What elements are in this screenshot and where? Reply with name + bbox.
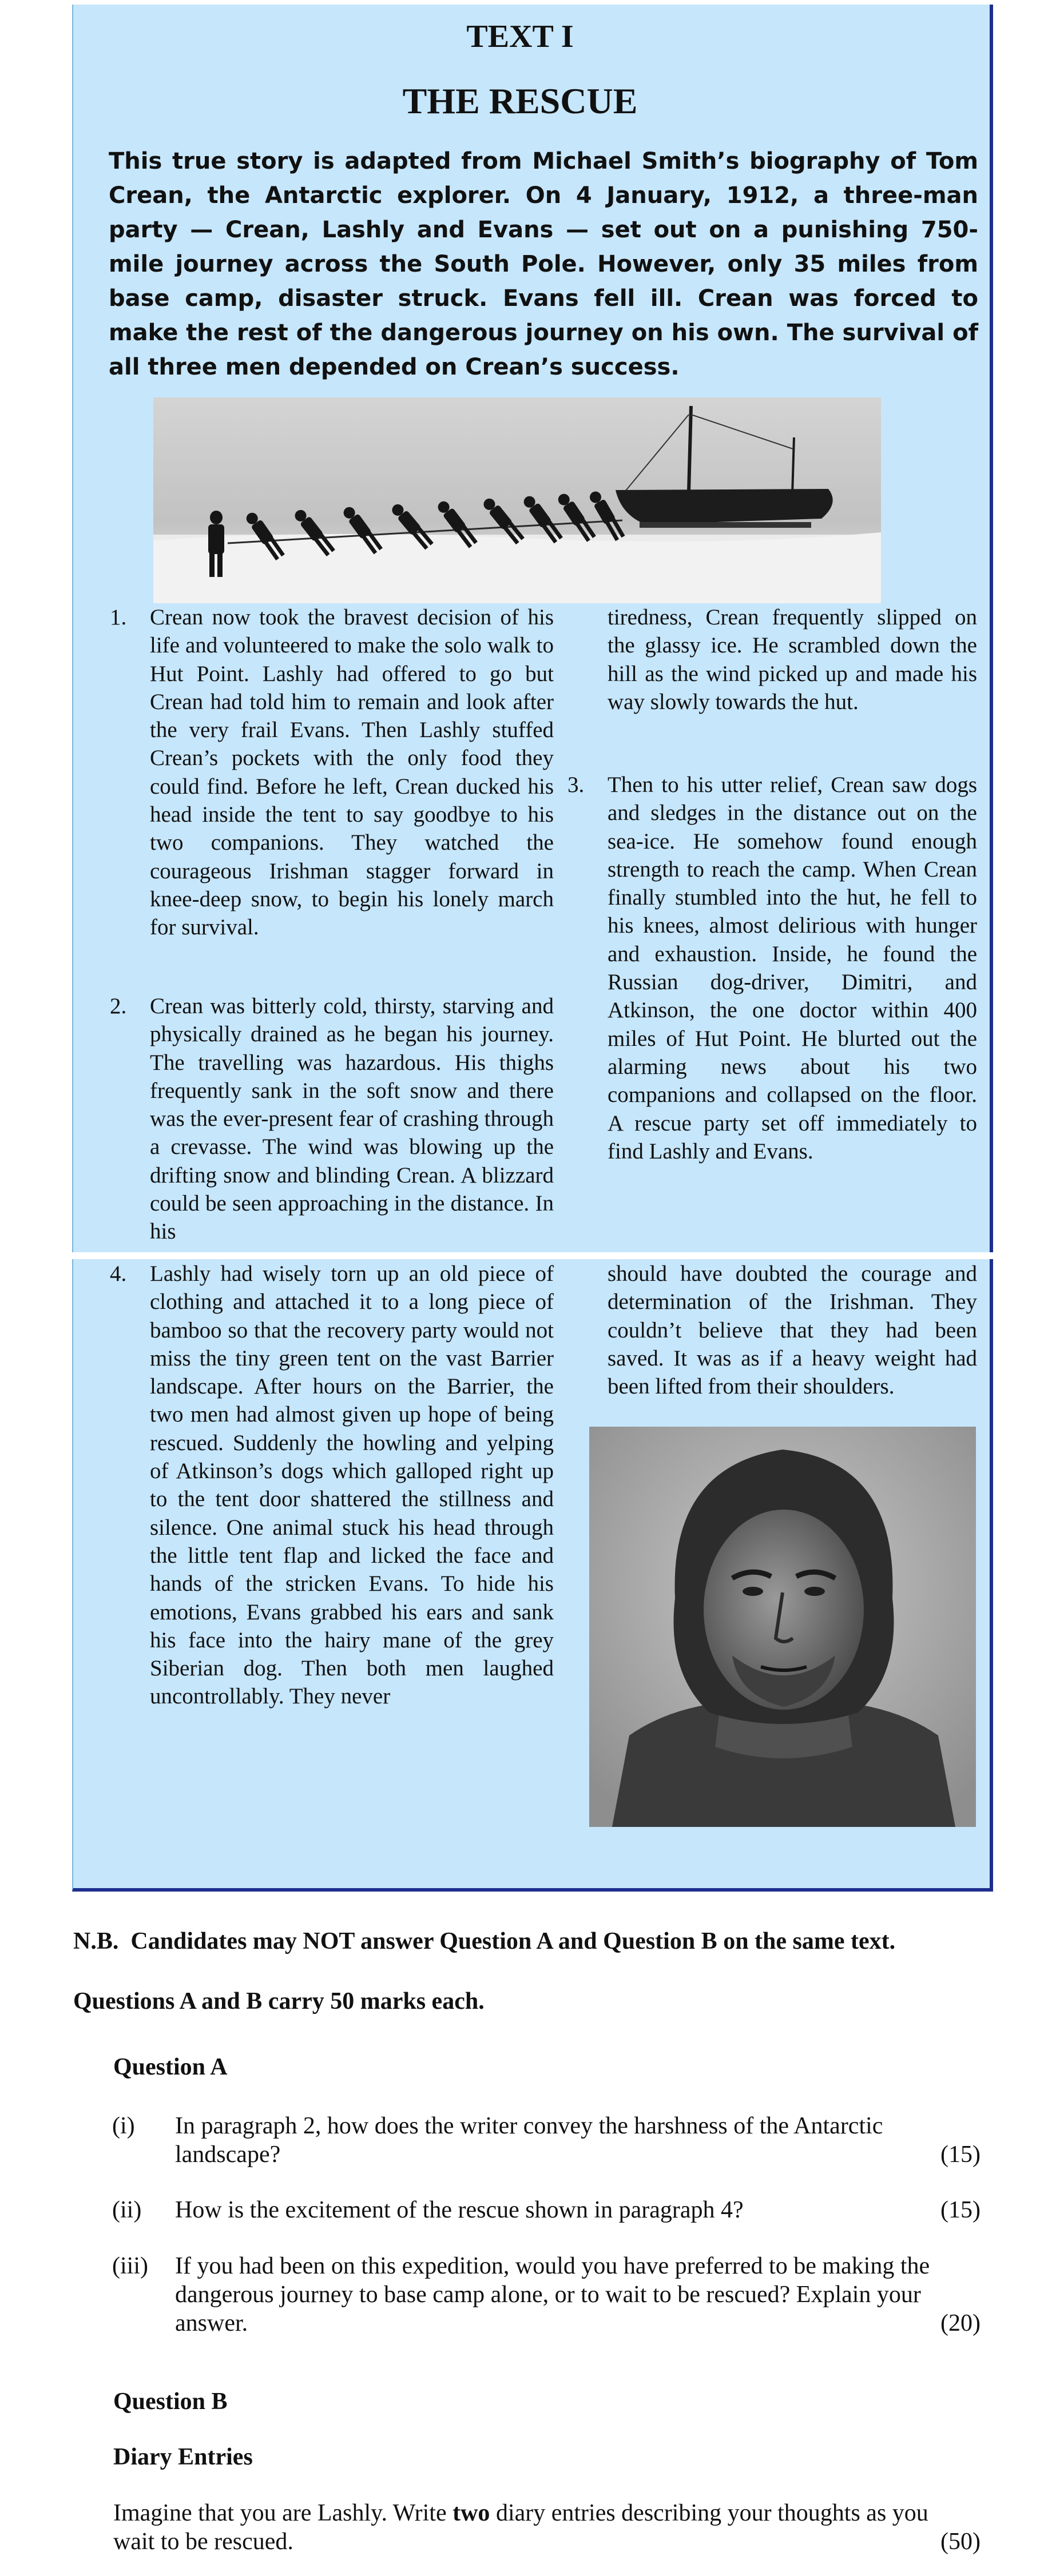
paragraph-4 (110, 1260, 554, 1711)
question-a-ii-marks: (15) (940, 2197, 981, 2223)
paragraph-number: 1. (110, 605, 127, 630)
paragraph-number: 4. (110, 1261, 127, 1286)
paragraph-number: 2. (110, 994, 127, 1018)
page-break-divider (72, 1252, 993, 1259)
question-b-heading: Question B (113, 2388, 228, 2415)
nb-instruction (73, 1927, 895, 1956)
question-a-i-marks: (15) (940, 2141, 981, 2168)
intro-paragraph: This true story is adapted from Michael Smith’s biography of Tom Crean, the Antarctic explorer. On 4 January, 1912, a three-man party — Crean, Lashly and Evans — set out on a punishing 750-mile journey across the South Pole. However, only 35 miles from base camp, disaster struck. Evans fell ill. Crean was forced to make the rest of the dangerous journey on his own. The survival of all three men depended on Crean’s success. (109, 148, 978, 380)
nb-text: Candidates may NOT answer Question A and Question B on the same text. (130, 1928, 896, 1954)
question-a-heading: Question A (113, 2054, 228, 2080)
paragraph-4-continued: should have doubted the courage and determination of the Irishman. They couldn’t believe that they had been saved. It was as if a heavy weight had been lifted from their shoulders. (608, 1261, 977, 1399)
question-a-i-number: (i) (112, 2113, 135, 2139)
question-a-i-text: In paragraph 2, how does the writer convey the harshness of the Antarctic landscape? (175, 2113, 883, 2168)
paragraph-text: Crean was bitterly cold, thirsty, starving and physically drained as he began his journey. The travelling was hazardous. His thighs frequently sank in the soft snow and there was the ever-present fear of crashing through a crevasse. The wind was blowing up the drifting snow and blinding Crean. A blizzard could be seen approaching in the distance. In his (150, 994, 554, 1244)
paragraph-text: Lashly had wisely torn up an old piece of clothing and attached it to a long piece of bamboo so that the recovery party would not miss the tiny green tent on the vast Barrier landscape. After hours on the Barrier, the two men had almost given up hope of being rescued. Suddenly the howling and yelping of Atkinson’s dogs which galloped right up to the tent door shattered the stillness and silence. One animal stuck his head through the little tent flap and licked the face and hands of the stricken Evans. To hide his emotions, Evans grabbed his ears and sank his face into the hairy mane of the grey Siberian dog. Then both men laughed uncontrollably. They never (150, 1261, 554, 1709)
text-label: TEXT I (466, 19, 574, 54)
paragraph-text: Crean now took the bravest decision of his life and volunteered to make the solo walk to Hut Point. Lashly had offered to go but Crean had told him to remain and look after the very frail Evans. Then Lashly stuffed Crean’s pockets with the only food they could find. Before he left, Crean ducked his head inside the tent to say goodbye to his two companions. They watched the courageous Irishman stagger forward in knee-deep snow, to begin his lonely march for survival. (150, 605, 554, 940)
question-b-prompt (113, 2499, 971, 2556)
paragraph-1 (110, 603, 554, 942)
question-a-iii-marks: (20) (940, 2310, 981, 2336)
marks-instruction: Questions A and B carry 50 marks each. (73, 1988, 485, 2014)
prompt-end: diary entries describing your thoughts as you wait to be rescued. (113, 2500, 928, 2555)
question-b-subheading: Diary Entries (113, 2444, 253, 2470)
question-a-ii-text: How is the excitement of the rescue shown in paragraph 4? (175, 2197, 744, 2223)
paragraph-2 (110, 992, 554, 1246)
prompt-bold: two (452, 2500, 490, 2526)
question-a-iii-text: If you had been on this expedition, would you have preferred to be making the dangerous journey to base camp alone, or to wait to be rescued? Explain your answer. (175, 2253, 930, 2336)
paragraph-number: 3. (567, 773, 585, 797)
question-a-iii-number: (iii) (112, 2253, 148, 2279)
paragraph-text: Then to his utter relief, Crean saw dogs and sledges in the distance out on the sea-ice. He somehow found enough strength to reach the camp. When Crean finally stumbled into the hut, he fell to his knees, almost delirious with hunger and exhaustion. Inside, he found the Russian dog-driver, Dimitri, and Atkinson, the one doctor within 400 miles of Hut Point. He blurted out the alarming news about his two companions and collapsed on the floor. A rescue party set off immediately to find Lashly and Evans. (608, 773, 977, 1164)
question-a-ii-number: (ii) (112, 2197, 142, 2223)
paragraph-2-continued: tiredness, Crean frequently slipped on the glassy ice. He scrambled down the hill as the wind picked up and made his way slowly towards the hut. (608, 605, 977, 714)
story-title: THE RESCUE (402, 81, 638, 121)
prompt-start: Imagine that you are Lashly. Write (113, 2500, 453, 2526)
paragraph-3 (567, 771, 977, 1165)
crean-portrait-photo (589, 1427, 976, 1827)
nb-label: N.B. (73, 1928, 119, 1954)
question-b-marks: (50) (940, 2529, 981, 2555)
sledge-hauling-photo (153, 397, 881, 603)
